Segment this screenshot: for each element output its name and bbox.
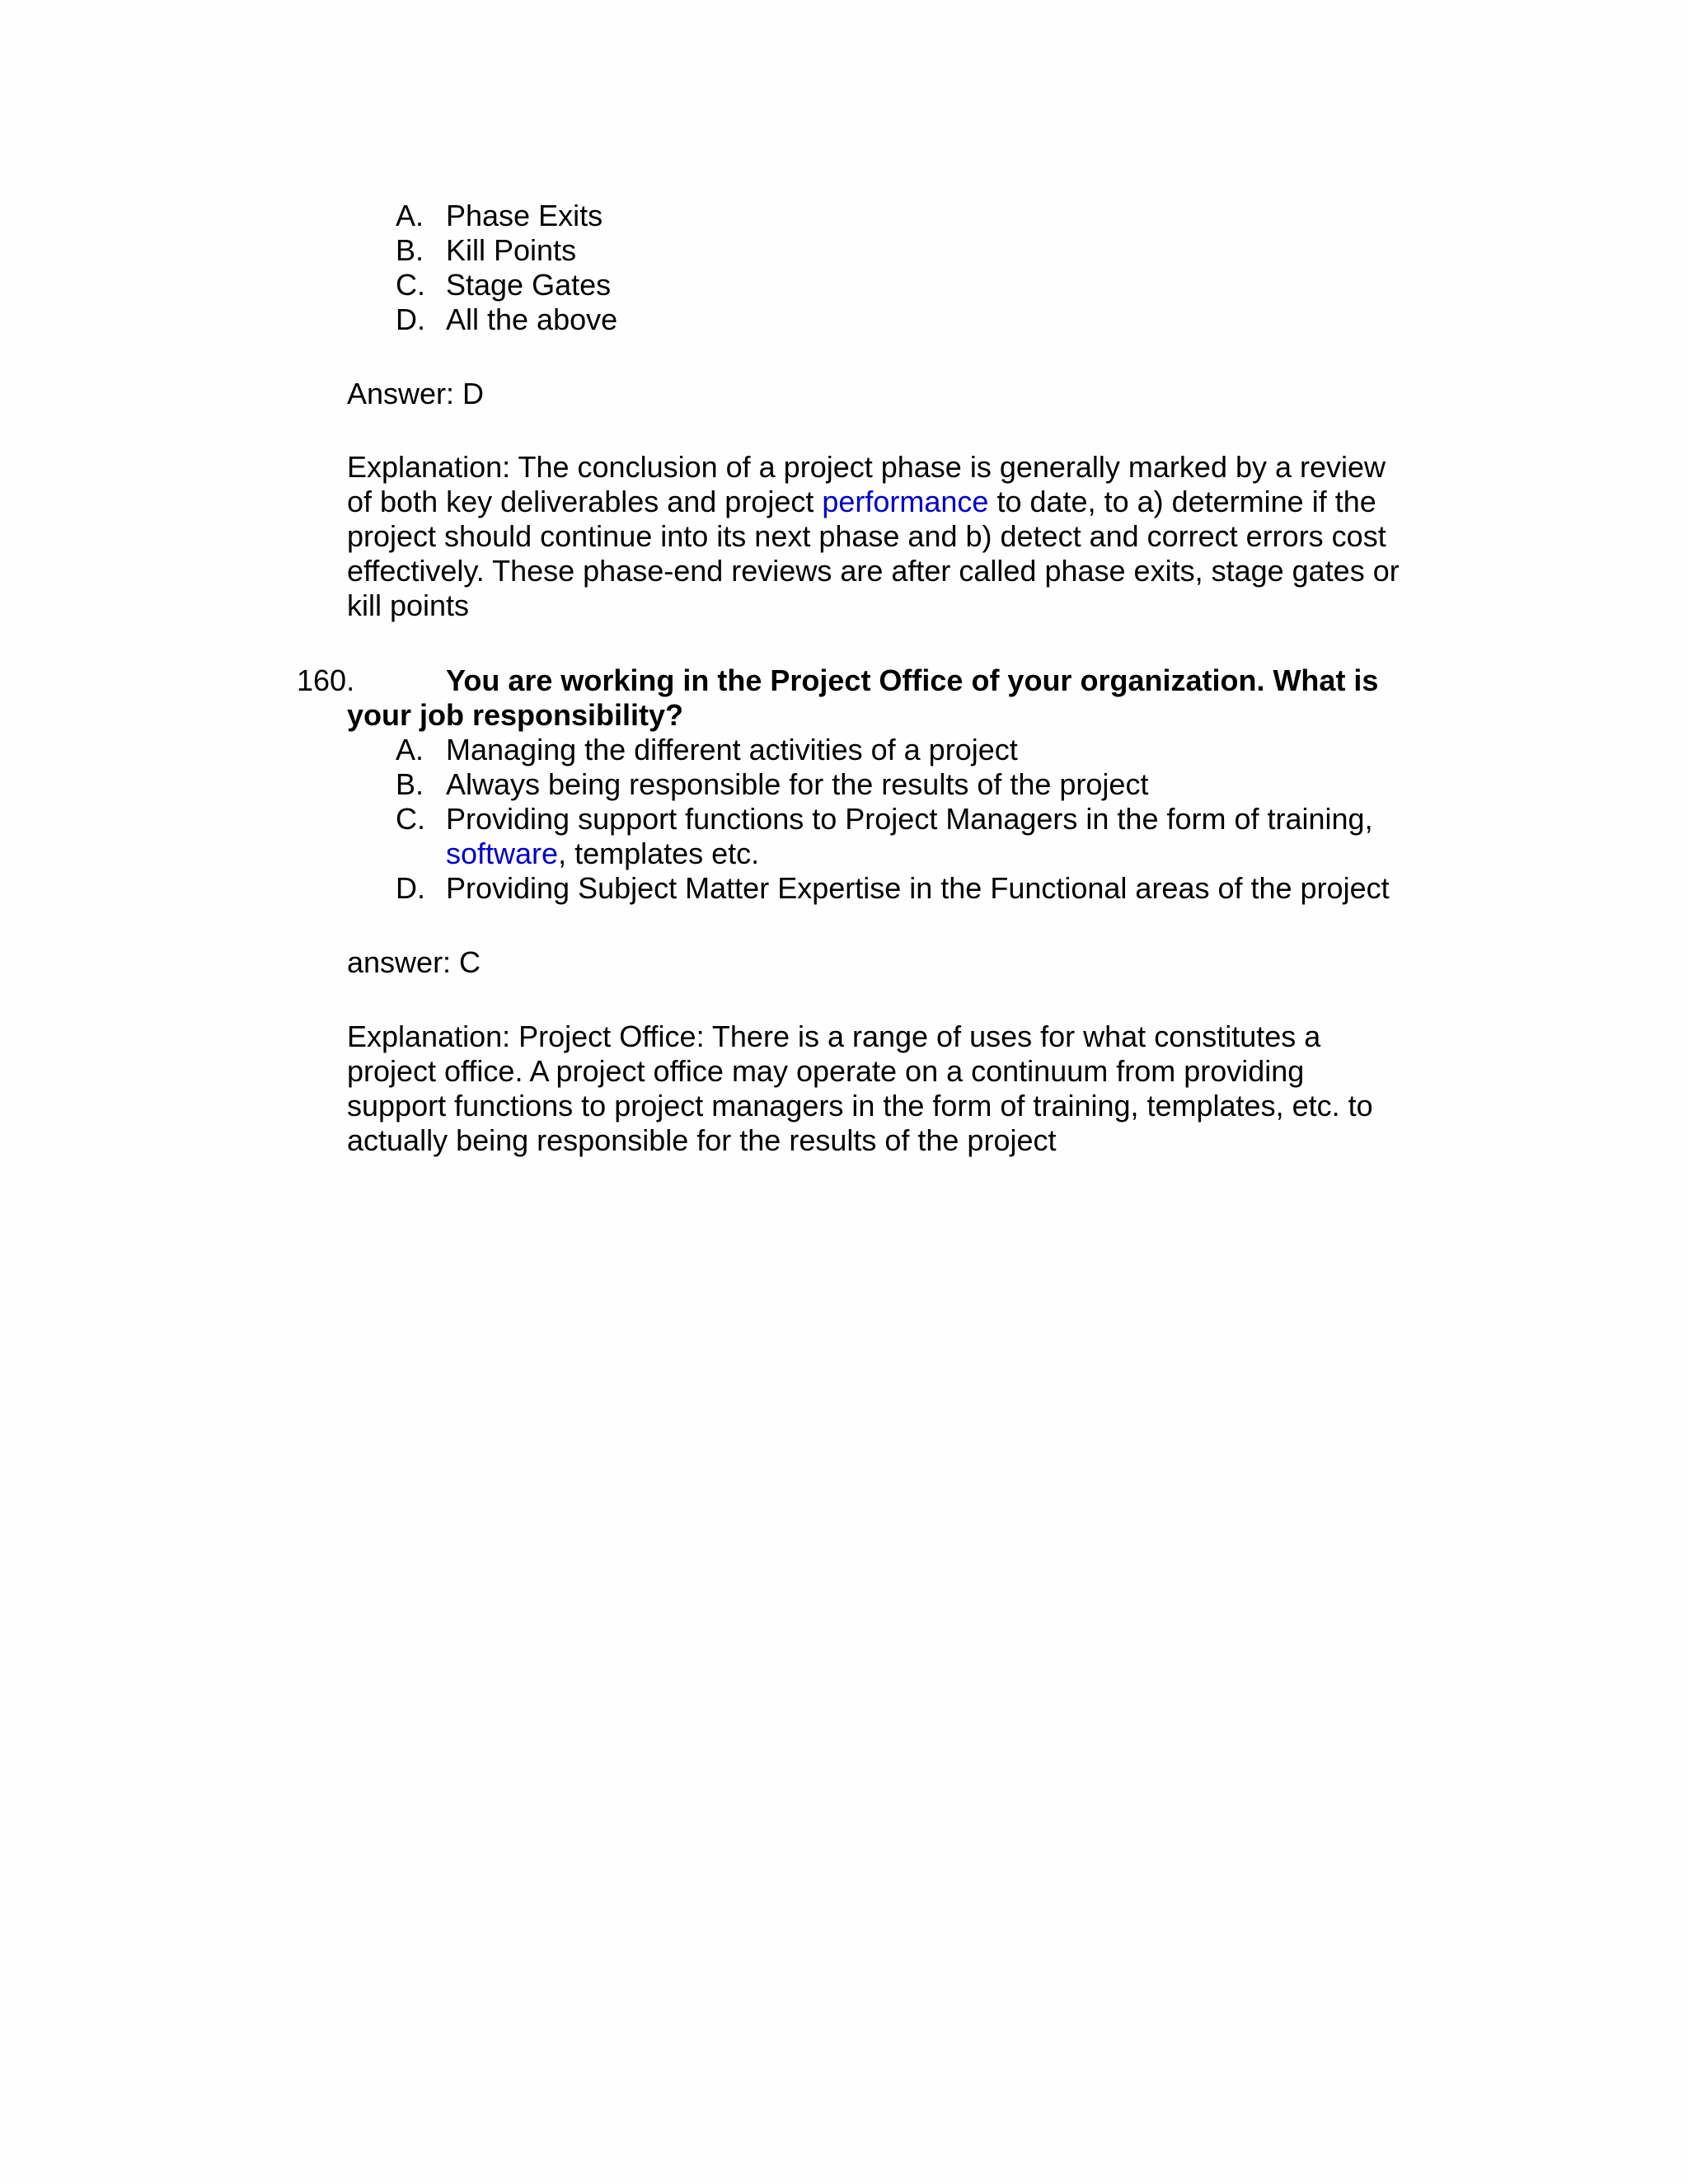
option-letter: B. [396,233,424,267]
option-text: Stage Gates [446,268,612,302]
performance-link[interactable]: performance [822,485,989,518]
explanation-line: actually being responsible for the results of the project [347,1123,1057,1157]
option-letter: C. [396,268,425,302]
option-letter: C. [396,802,425,836]
q159-answer: Answer: D [347,377,485,410]
option-text-continuation [446,837,759,871]
option-text: , templates etc. [558,837,760,870]
option-text: Always being responsible for the results of the project [446,767,1149,801]
option-letter: D. [396,302,425,336]
option-text: Phase Exits [446,199,603,232]
option-text: Kill Points [446,233,577,267]
explanation-line: project should continue into its next phase and b) detect and correct errors cost [347,519,1386,553]
explanation-text: to date, to a) determine if the [988,485,1376,518]
question-text: your job responsibility? [347,698,684,732]
option-text: Providing Subject Matter Expertise in the Functional areas of the project [446,871,1390,905]
question-number: 160. [297,663,355,697]
question-text: You are working in the Project Office of your organization. What is [446,663,1379,697]
explanation-line: effectively. These phase-end reviews are after called phase exits, stage gates or [347,554,1400,588]
option-text: All the above [446,302,618,336]
software-link[interactable]: software [446,837,559,870]
explanation-line [347,485,1376,519]
q160-answer: answer: C [347,945,481,979]
explanation-line: Explanation: The conclusion of a project phase is generally marked by a review [347,450,1386,484]
option-letter: A. [396,199,424,232]
option-text: Providing support functions to Project Managers in the form of training, [446,802,1373,836]
option-text: Managing the different activities of a project [446,733,1018,766]
explanation-line: Explanation: Project Office: There is a range of uses for what constitutes a [347,1019,1321,1053]
explanation-text: of both key deliverables and project [347,485,823,518]
explanation-line: kill points [347,588,470,622]
option-letter: B. [396,767,424,801]
option-letter: A. [396,733,424,766]
explanation-line: support functions to project managers in the form of training, templates, etc. to [347,1089,1373,1122]
option-letter: D. [396,871,425,905]
explanation-line: project office. A project office may operate on a continuum from providing [347,1054,1305,1088]
